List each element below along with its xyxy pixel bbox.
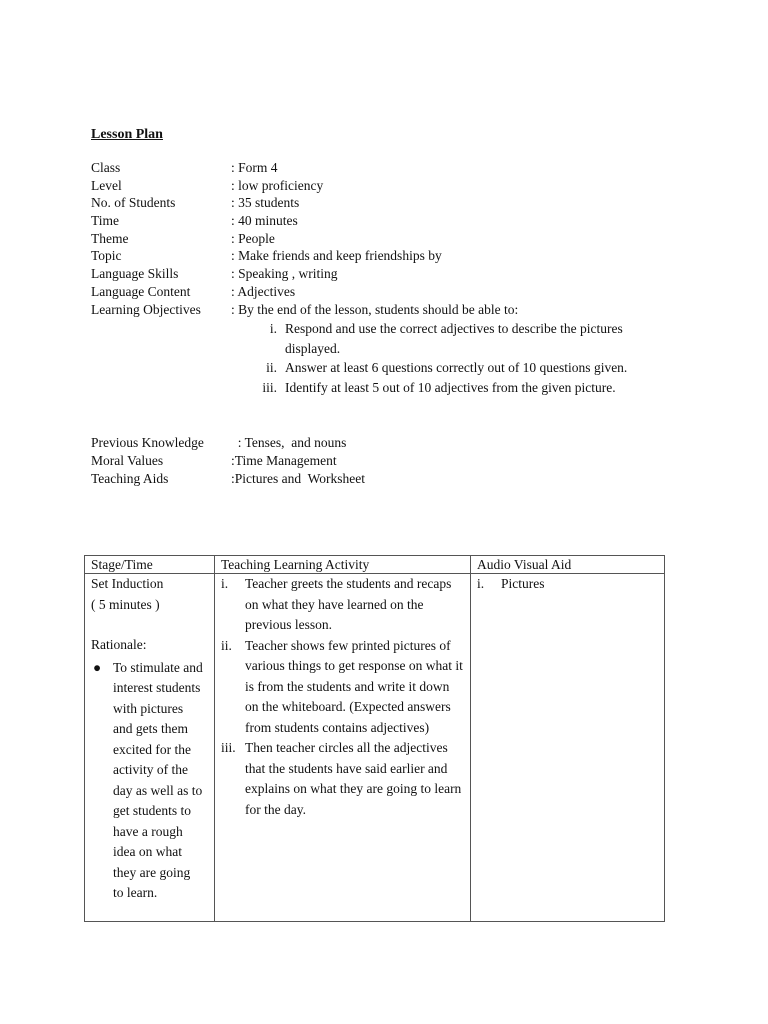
list-number: i. xyxy=(221,576,229,591)
list-item xyxy=(251,358,711,378)
list-text: Teacher shows few printed pictures of various things to get response on what it is from the students and write it down on the whiteboard. (Expected answers from students contains adjectives) xyxy=(245,637,463,735)
list-number: i. xyxy=(477,576,485,591)
aids-cell xyxy=(471,574,665,922)
list-item xyxy=(221,574,464,636)
detail-value: : Speaking , writing xyxy=(231,266,338,282)
detail-label: Teaching Aids xyxy=(91,471,169,486)
list-item xyxy=(251,378,711,398)
list-text: Answer at least 6 questions correctly out of 10 questions given. xyxy=(285,360,628,376)
list-number: iii. xyxy=(262,379,277,395)
table-row xyxy=(85,574,665,922)
objectives-list xyxy=(91,319,711,397)
detail-row-content xyxy=(91,283,711,301)
detail-value: :Time Management xyxy=(231,453,337,468)
rationale-bullet xyxy=(91,658,208,904)
detail-value: : People xyxy=(231,230,275,246)
detail-value: :Pictures and Worksheet xyxy=(231,471,366,486)
lesson-details xyxy=(91,159,711,397)
detail-row-students xyxy=(91,194,711,212)
lesson-details-secondary xyxy=(91,434,365,488)
detail-label: Class xyxy=(91,160,121,175)
detail-row-topic xyxy=(91,247,711,265)
list-text: Teacher greets the students and recaps on what they have learned on the previous lesson. xyxy=(245,576,452,632)
column-header: Audio Visual Aid xyxy=(471,556,665,574)
activity-list xyxy=(221,574,464,820)
detail-value: : By the end of the lesson, students should be able to: xyxy=(231,301,519,317)
detail-label: No. of Students xyxy=(91,195,176,211)
detail-label: Previous Knowledge xyxy=(91,435,204,450)
list-text: Pictures xyxy=(501,576,545,591)
list-number: i. xyxy=(269,321,277,337)
detail-row-theme xyxy=(91,230,711,248)
detail-value: : 40 minutes xyxy=(231,213,298,229)
stage-duration: ( 5 minutes ) xyxy=(91,596,160,612)
detail-row-skills xyxy=(91,265,711,283)
stage-cell xyxy=(85,574,215,922)
detail-row-objectives xyxy=(91,301,711,319)
detail-row-class xyxy=(91,159,711,177)
detail-label: Language Skills xyxy=(91,266,179,282)
list-text: Respond and use the correct adjectives to describe the pictures displayed. xyxy=(285,321,623,356)
rationale-text: To stimulate and interest students with pictures and gets them excited for the activity of the day as well as to get students to have a rough idea on what they are going to learn. xyxy=(113,659,203,900)
detail-value: : 35 students xyxy=(231,195,300,211)
detail-row-previous-knowledge xyxy=(91,434,365,452)
list-number: iii. xyxy=(221,740,236,755)
stage-name: Set Induction xyxy=(91,576,164,591)
detail-row-teaching-aids xyxy=(91,470,365,488)
detail-label: Time xyxy=(91,213,120,229)
detail-row-moral-values xyxy=(91,452,365,470)
detail-value: : Tenses, and nouns xyxy=(231,435,347,450)
detail-row-time xyxy=(91,212,711,230)
list-item xyxy=(477,574,658,595)
detail-row-level xyxy=(91,177,711,195)
detail-label: Topic xyxy=(91,248,122,264)
list-item xyxy=(221,636,464,739)
column-header: Teaching Learning Activity xyxy=(215,556,471,574)
bullet-icon: ● xyxy=(93,659,102,675)
detail-value: : Make friends and keep friendships by xyxy=(231,248,442,264)
detail-label: Level xyxy=(91,177,122,193)
detail-label: Language Content xyxy=(91,283,191,299)
list-number: ii. xyxy=(221,637,232,653)
rationale-label: Rationale: xyxy=(91,637,147,652)
list-item xyxy=(221,738,464,820)
detail-value: : Adjectives xyxy=(231,283,296,299)
activity-cell xyxy=(215,574,471,922)
detail-value: : Form 4 xyxy=(231,160,278,175)
page-title: Lesson Plan xyxy=(91,127,163,142)
lesson-plan-table xyxy=(84,555,665,922)
list-text: Then teacher circles all the adjectives that the students have said earlier and explains on what they are going to learn for the day. xyxy=(245,740,462,817)
detail-label: Theme xyxy=(91,230,129,246)
aids-list xyxy=(477,574,658,595)
list-number: ii. xyxy=(266,360,277,376)
table-header-row xyxy=(85,556,665,574)
list-text: Identify at least 5 out of 10 adjectives from the given picture. xyxy=(285,379,616,395)
detail-label: Learning Objectives xyxy=(91,301,201,317)
column-header: Stage/Time xyxy=(85,556,215,574)
detail-value: : low proficiency xyxy=(231,177,324,193)
detail-label: Moral Values xyxy=(91,453,164,468)
list-item xyxy=(251,319,711,358)
